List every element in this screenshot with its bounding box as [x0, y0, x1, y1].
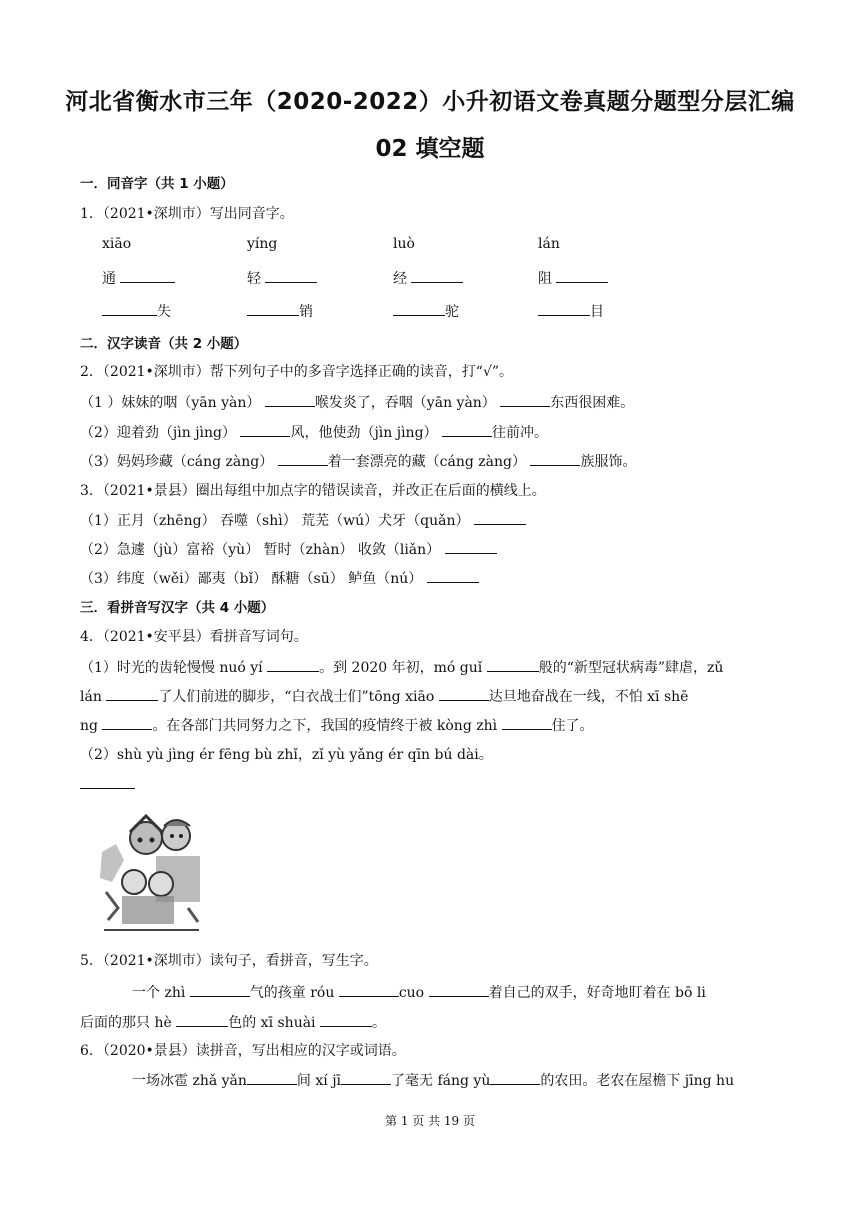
answer-blank[interactable]	[265, 392, 315, 407]
answer-blank[interactable]	[439, 686, 489, 701]
document-subtitle: 02 填空题	[375, 136, 485, 162]
answer-blank[interactable]	[176, 1012, 228, 1027]
question-3-item-1: （1）正月（zhēng） 吞噬（shì） 荒芜（wú）犬牙（quǎn）	[80, 510, 526, 531]
document-title: 河北省衡水市三年（2020-2022）小升初语文卷真题分题型分层汇编	[65, 89, 795, 115]
section-heading-2: 二．汉字读音（共 2 小题）	[80, 336, 248, 352]
answer-blank[interactable]	[120, 268, 175, 283]
answer-blank[interactable]	[267, 657, 319, 672]
answer-blank[interactable]	[429, 982, 489, 997]
homophone-item: 轻	[247, 268, 317, 289]
question-3-item-3: （3）纬度（wěi）鄙夷（bǐ） 酥糖（sū） 鲈鱼（nú）	[80, 568, 479, 589]
section-heading-1: 一．同音字（共 1 小题）	[80, 176, 234, 192]
answer-blank[interactable]	[556, 268, 608, 283]
question-4-line-4: （2）shù yù jìng ér fēng bù zhǐ，zǐ yù yǎng ér qīn bú dài。	[80, 747, 493, 763]
answer-blank[interactable]	[190, 982, 250, 997]
answer-blank[interactable]	[247, 301, 299, 316]
answer-blank[interactable]	[102, 301, 157, 316]
answer-blank[interactable]	[411, 268, 463, 283]
answer-blank[interactable]	[80, 774, 135, 789]
answer-blank[interactable]	[265, 268, 317, 283]
answer-blank[interactable]	[538, 301, 590, 316]
pinyin-4: lán	[538, 236, 560, 252]
section-heading-3: 三．看拼音写汉字（共 4 小题）	[80, 600, 275, 616]
page-footer: 第 1 页 共 19 页	[385, 1114, 475, 1128]
question-3: 3．（2021•景县）圈出每组中加点字的错误读音，并改正在后面的横线上。	[80, 483, 546, 499]
question-4-line-3: ng 。在各部门共同努力之下，我国的疫情终于被 kòng zhì 住了。	[80, 715, 594, 736]
homophone-item: 通	[102, 268, 175, 289]
question-5: 5．（2021•深圳市）读句子，看拼音，写生字。	[80, 953, 378, 969]
homophone-item: 销	[247, 301, 313, 322]
homophone-item: 经	[393, 268, 463, 289]
answer-blank[interactable]	[445, 539, 497, 554]
pinyin-1: xiāo	[102, 236, 132, 252]
question-6-line-1: 一场冰雹 zhǎ yǎn 间 xí jī 了毫无 fáng yù 的农田。老农在屋檐下 jīng hu	[132, 1070, 734, 1091]
answer-blank[interactable]	[278, 451, 328, 466]
answer-blank[interactable]	[530, 451, 580, 466]
answer-blank[interactable]	[502, 715, 552, 730]
pinyin-2: yíng	[247, 236, 278, 252]
question-2-item-1: （1 ）妹妹的咽（yān yàn） 喉发炎了，吞咽（yān yàn） 东西很困难。	[80, 392, 634, 413]
illustration-image	[94, 812, 206, 934]
homophone-item: 目	[538, 301, 604, 322]
question-5-line-1: 一个 zhì 气的孩童 róu cuo 着自己的双手，好奇地盯着在 bō li	[132, 982, 706, 1003]
answer-blank[interactable]	[339, 982, 399, 997]
question-2-item-3: （3）妈妈珍藏（cáng zàng） 着一套漂亮的藏（cáng zàng） 族服饰。	[80, 451, 636, 472]
answer-blank[interactable]	[106, 686, 158, 701]
homophone-item: 失	[102, 301, 171, 322]
answer-blank[interactable]	[393, 301, 445, 316]
answer-blank[interactable]	[240, 422, 290, 437]
question-4-line-1: （1）时光的齿轮慢慢 nuó yí 。到 2020 年初，mó guǐ 般的“新型冠状病毒”肆虐，zǔ	[80, 657, 723, 678]
answer-blank[interactable]	[490, 1070, 540, 1085]
question-3-item-2: （2）急遽（jù）富裕（yù） 暂时（zhàn） 收敛（liǎn）	[80, 539, 497, 560]
answer-blank[interactable]	[247, 1070, 297, 1085]
answer-blank[interactable]	[487, 657, 539, 672]
question-4-answer	[80, 774, 135, 795]
answer-blank[interactable]	[427, 568, 479, 583]
answer-blank[interactable]	[500, 392, 550, 407]
question-5-line-2: 后面的那只 hè 色的 xī shuài 。	[80, 1012, 386, 1033]
homophone-item: 阻	[538, 268, 608, 289]
answer-blank[interactable]	[320, 1012, 372, 1027]
question-2-item-2: （2）迎着劲（jìn jìng） 风，他使劲（jìn jìng） 往前冲。	[80, 422, 548, 443]
question-4: 4．（2021•安平县）看拼音写词句。	[80, 629, 308, 645]
answer-blank[interactable]	[341, 1070, 391, 1085]
question-4-line-2: lán 了人们前进的脚步，“白衣战士们”tōng xiāo 达旦地奋战在一线，不怕 xī shē	[80, 686, 688, 707]
homophone-item: 驼	[393, 301, 459, 322]
answer-blank[interactable]	[102, 715, 152, 730]
question-1: 1．（2021•深圳市）写出同音字。	[80, 206, 294, 222]
question-6: 6．（2020•景县）读拼音，写出相应的汉字或词语。	[80, 1043, 406, 1059]
answer-blank[interactable]	[474, 510, 526, 525]
question-2: 2．（2021•深圳市）帮下列句子中的多音字选择正确的读音，打“√”。	[80, 364, 514, 380]
pinyin-3: luò	[393, 236, 415, 252]
answer-blank[interactable]	[442, 422, 492, 437]
